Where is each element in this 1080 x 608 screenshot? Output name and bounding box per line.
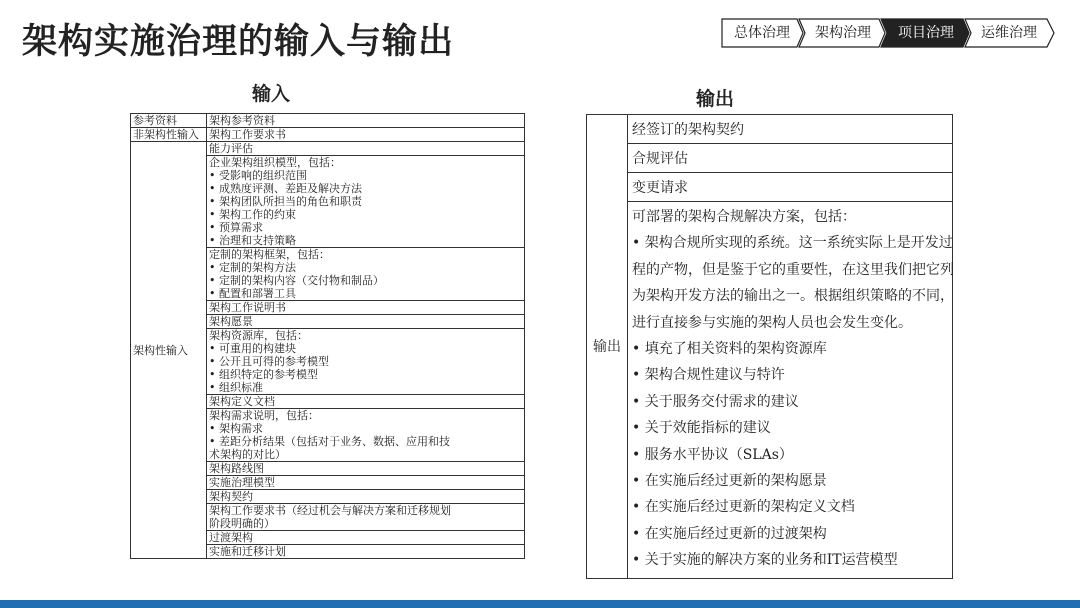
input-right-cell bbox=[207, 156, 525, 248]
cell-line: 企业架构组织模型，包括： bbox=[209, 156, 341, 169]
input-left-cell: 非架构性输入 bbox=[131, 128, 207, 142]
cell-line: • 填充了相关资料的架构资源库 bbox=[632, 341, 827, 358]
input-right-cell bbox=[207, 315, 525, 329]
input-row-non-architectural bbox=[131, 128, 525, 142]
breadcrumb bbox=[721, 18, 1056, 48]
cell-line: • 关于实施的解决方案的业务和IT运营模型 bbox=[632, 552, 898, 569]
cell-line: • 架构合规所实现的系统。这一系统实际上是开发过 bbox=[632, 235, 953, 252]
cell-line: • 在实施后经过更新的架构定义文档 bbox=[632, 499, 855, 516]
input-right-cell bbox=[207, 476, 525, 490]
cell-line: • 配置和部署工具 bbox=[209, 287, 296, 300]
cell-line: • 关于服务交付需求的建议 bbox=[632, 393, 799, 410]
cell-line: • 受影响的组织范围 bbox=[209, 169, 307, 182]
input-heading: 输入 bbox=[252, 83, 291, 105]
input-architectural-rows bbox=[131, 142, 525, 559]
input-right-cell bbox=[207, 329, 525, 395]
cell-line: 过渡架构 bbox=[209, 531, 253, 544]
output-cell-solutions bbox=[628, 202, 953, 579]
crumb-project-governance[interactable]: 项目治理 bbox=[898, 25, 954, 41]
input-left-cell: 参考资料 bbox=[131, 114, 207, 128]
output-cell-compliance: 合规评估 bbox=[628, 144, 953, 173]
cell-line: 架构工作说明书 bbox=[209, 301, 286, 314]
cell-line: 定制的架构框架，包括： bbox=[209, 248, 330, 261]
cell-line: • 组织标准 bbox=[209, 381, 263, 394]
input-right-cell bbox=[207, 409, 525, 462]
cell-line: • 架构需求 bbox=[209, 422, 263, 435]
cell-line: • 差距分析结果（包括对于业务、数据、应用和技 bbox=[209, 435, 450, 448]
cell-line: 架构愿景 bbox=[209, 315, 253, 328]
output-heading: 输出 bbox=[696, 88, 735, 110]
cell-line: • 可重用的构建块 bbox=[209, 342, 296, 355]
input-right-cell: 架构参考资料 bbox=[207, 114, 525, 128]
cell-line: • 服务水平协议（SLAs） bbox=[632, 446, 793, 463]
input-right-cell bbox=[207, 490, 525, 504]
output-table bbox=[586, 114, 953, 579]
cell-line: 进行直接参与实施的架构人员也会发生变化。 bbox=[632, 314, 912, 331]
cell-line: 为架构开发方法的输出之一。根据组织策略的不同， bbox=[632, 288, 954, 305]
input-right-cell bbox=[207, 545, 525, 559]
output-label-cell: 输出 bbox=[587, 115, 628, 579]
cell-line: 架构需求说明，包括： bbox=[209, 409, 319, 422]
crumb-operations-governance[interactable]: 运维治理 bbox=[981, 25, 1037, 41]
output-table-wrap bbox=[586, 114, 953, 586]
cell-line: • 预算需求 bbox=[209, 221, 263, 234]
input-left-cell: 架构性输入 bbox=[131, 142, 207, 559]
cell-line: 实施治理模型 bbox=[209, 476, 275, 489]
input-right-cell: 架构工作要求书 bbox=[207, 128, 525, 142]
crumb-architecture-governance[interactable]: 架构治理 bbox=[815, 25, 871, 41]
cell-line: 实施和迁移计划 bbox=[209, 545, 286, 558]
cell-line: • 成熟度评测、差距及解决方法 bbox=[209, 182, 362, 195]
cell-line: • 在实施后经过更新的架构愿景 bbox=[632, 473, 827, 490]
cell-line: • 定制的架构内容（交付物和制品） bbox=[209, 274, 384, 287]
input-right-cell bbox=[207, 531, 525, 545]
bottom-bar bbox=[0, 600, 1080, 608]
cell-line: • 在实施后经过更新的过渡架构 bbox=[632, 525, 827, 542]
input-row bbox=[131, 142, 525, 156]
input-table bbox=[130, 113, 525, 559]
cell-line: 架构契约 bbox=[209, 490, 253, 503]
output-cell-change-request: 变更请求 bbox=[628, 173, 953, 202]
cell-line: • 架构团队所担当的角色和职责 bbox=[209, 195, 362, 208]
cell-line: 可部署的架构合规解决方案，包括： bbox=[632, 209, 856, 225]
page-title: 架构实施治理的输入与输出 bbox=[22, 22, 455, 62]
cell-line: 架构定义文档 bbox=[209, 395, 275, 408]
cell-line: 架构路线图 bbox=[209, 462, 264, 475]
cell-line: • 公开且可得的参考模型 bbox=[209, 355, 329, 368]
cell-line: 术架构的对比） bbox=[209, 448, 286, 461]
cell-line: 程的产物，但是鉴于它的重要性，在这里我们把它列 bbox=[632, 261, 954, 278]
cell-line: 阶段明确的） bbox=[209, 517, 275, 530]
input-right-cell bbox=[207, 504, 525, 531]
cell-line: 架构资源库，包括： bbox=[209, 329, 308, 342]
output-cell-contract: 经签订的架构契约 bbox=[628, 115, 953, 144]
cell-line: 架构工作要求书（经过机会与解决方案和迁移规划 bbox=[209, 504, 451, 517]
cell-line: • 治理和支持策略 bbox=[209, 234, 296, 247]
input-right-cell bbox=[207, 395, 525, 409]
cell-line: • 架构工作的约束 bbox=[209, 208, 296, 221]
input-right-cell bbox=[207, 301, 525, 315]
cell-line: 能力评估 bbox=[209, 142, 253, 155]
input-row-reference bbox=[131, 114, 525, 128]
crumb-overall-governance[interactable]: 总体治理 bbox=[734, 25, 790, 41]
cell-line: • 组织特定的参考模型 bbox=[209, 368, 318, 381]
input-right-cell bbox=[207, 142, 525, 156]
cell-line: • 关于效能指标的建议 bbox=[632, 420, 771, 437]
input-right-cell bbox=[207, 462, 525, 476]
cell-line: • 架构合规性建议与特许 bbox=[632, 367, 785, 384]
input-right-cell bbox=[207, 248, 525, 301]
cell-line: • 定制的架构方法 bbox=[209, 261, 296, 274]
